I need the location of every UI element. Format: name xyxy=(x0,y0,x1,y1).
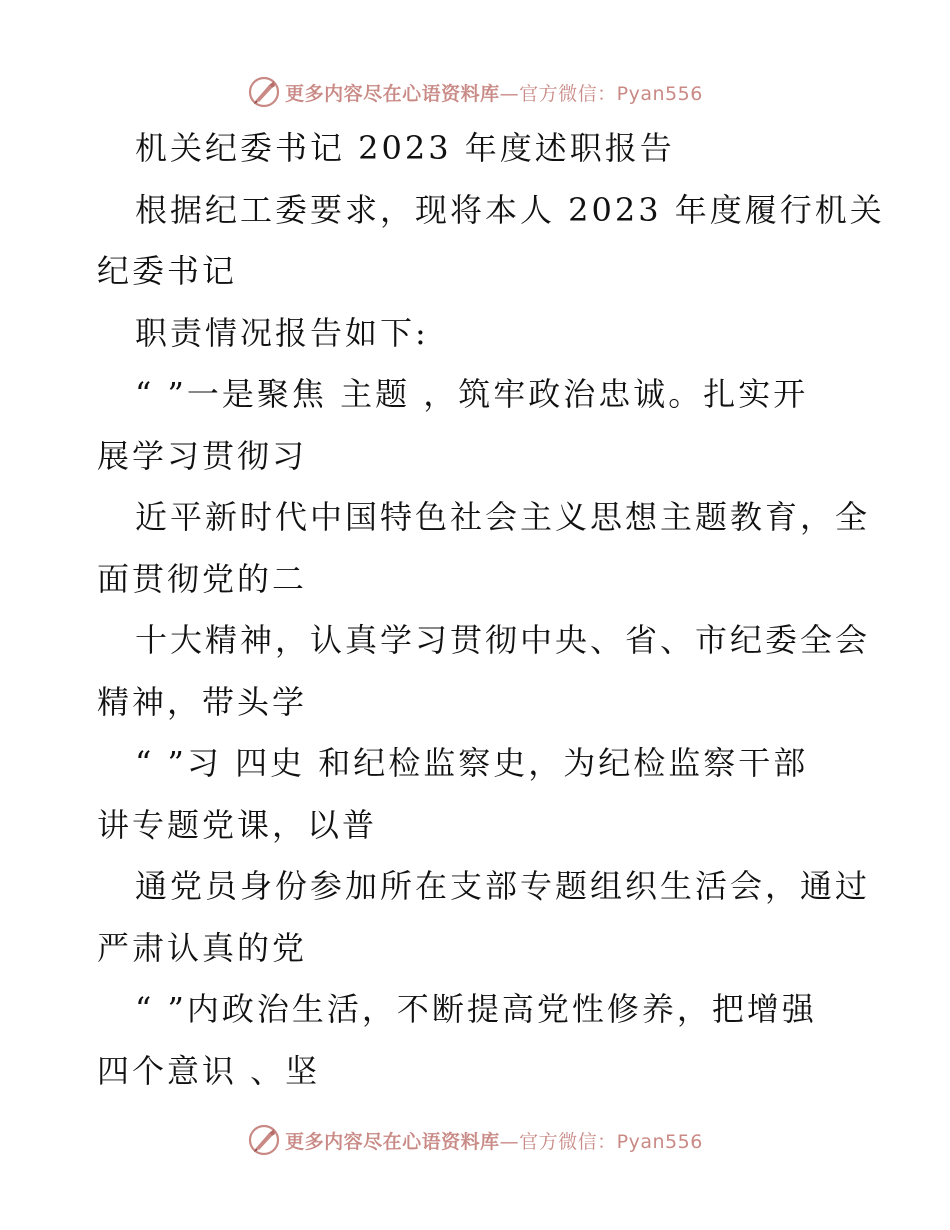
header-watermark xyxy=(0,72,950,112)
paragraph-line: 近平新时代中国特色社会主义思想主题教育，全 xyxy=(135,498,871,536)
paragraph-line: 根据纪工委要求，现将本人 2023 年度履行机关 xyxy=(135,190,885,229)
paragraph-line: 严肃认真的党 xyxy=(97,928,308,967)
paragraph-line: 纪委书记 xyxy=(97,252,238,290)
paragraph-line: 四个意识 、坚 xyxy=(97,1051,321,1090)
document-body xyxy=(97,118,885,1102)
quill-pen-logo-icon xyxy=(247,75,281,109)
paragraph-line: 讲专题党课，以普 xyxy=(97,805,378,844)
paragraph-line: 展学习贯彻习 xyxy=(97,436,308,475)
paragraph-line: “ ”内政治生活，不断提高党性修养，把增强 xyxy=(135,990,817,1028)
watermark-text: 更多内容尽在心语资料库—官方微信：Pyan556 xyxy=(285,82,703,105)
paragraph-line: 十大精神，认真学习贯彻中央、省、市纪委全会 xyxy=(135,621,871,659)
paragraph-line: 面贯彻党的二 xyxy=(97,559,308,598)
paragraph-line: 职责情况报告如下: xyxy=(135,313,429,352)
paragraph-line: 精神，带头学 xyxy=(97,682,308,721)
watermark-text: 更多内容尽在心语资料库—官方微信：Pyan556 xyxy=(285,1130,703,1153)
paragraph-line: “ ”习 四史 和纪检监察史，为纪检监察干部 xyxy=(135,744,809,782)
paragraph-line: 通党员身份参加所在支部专题组织生活会，通过 xyxy=(135,867,871,905)
document-title: 机关纪委书记 2023 年度述职报告 xyxy=(135,129,675,167)
footer-watermark xyxy=(0,1120,950,1160)
quill-pen-logo-icon xyxy=(247,1123,281,1157)
paragraph-line: “ ”一是聚焦 主题 ，筑牢政治忠诚。扎实开 xyxy=(135,375,809,413)
